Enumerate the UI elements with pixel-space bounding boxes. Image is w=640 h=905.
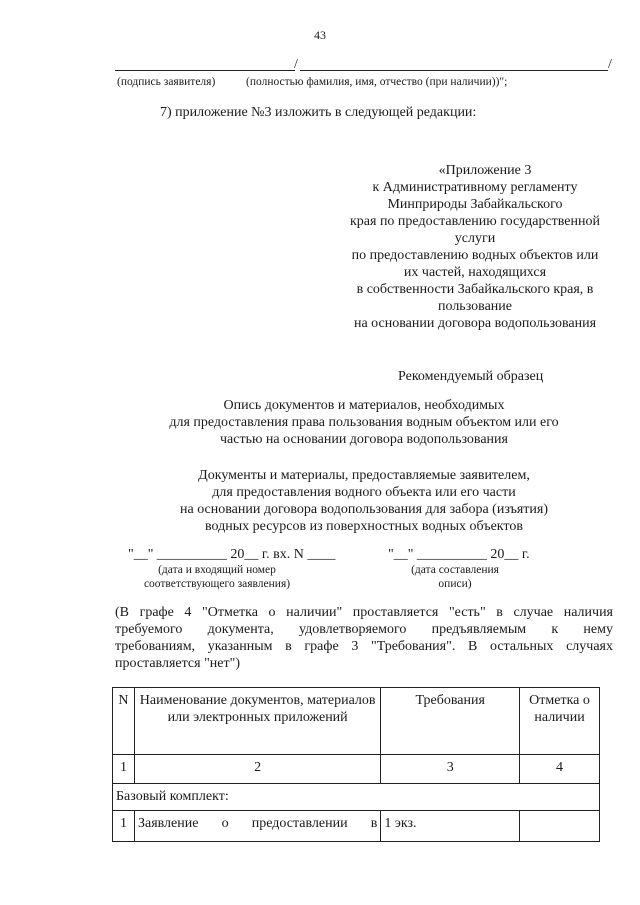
header-cell-number: N xyxy=(113,688,135,755)
signature-caption: (подпись заявителя) xyxy=(117,76,216,88)
table-row xyxy=(113,811,600,842)
inventory-date-caption-line: (дата составления xyxy=(411,564,499,576)
submitted-docs-title-line: на основании договора водопользования для забора (изъятия) xyxy=(179,502,548,517)
instruction-note-line: проставляется "нет") xyxy=(115,656,240,671)
numbering-cell: 3 xyxy=(381,755,520,784)
item-7: 7) приложение №3 изложить в следующей редакции: xyxy=(160,105,477,120)
inventory-title-line: Опись документов и материалов, необходимых xyxy=(223,398,505,413)
numbering-cell: 1 xyxy=(113,755,135,784)
table-row xyxy=(113,784,600,811)
row-number-cell: 1 xyxy=(113,811,135,842)
inventory-date-field: "__" __________ 20__ г. xyxy=(388,547,530,562)
appendix-header-line: по предоставлению водных объектов или xyxy=(351,248,599,263)
row-requirements-cell: 1 экз. xyxy=(381,811,520,842)
numbering-cell: 2 xyxy=(134,755,380,784)
inventory-title xyxy=(115,397,613,448)
application-date-caption-line: (дата и входящий номер xyxy=(158,564,276,576)
submitted-docs-title-line: водных ресурсов из поверхностных водных объектов xyxy=(205,519,523,534)
appendix-header-line: их частей, находящихся xyxy=(403,265,547,280)
signature-line xyxy=(115,70,295,71)
application-date-field: "__" __________ 20__ г. вх. N ____ xyxy=(128,547,336,562)
instruction-note-line: (В графе 4 "Отметка о наличии" проставляется "есть" в случае наличия xyxy=(115,605,613,620)
inventory-date-caption xyxy=(395,563,515,591)
appendix-header-line: в собственности Забайкальского края, в xyxy=(356,282,594,297)
signature-slash-right: / xyxy=(608,57,612,72)
appendix-header-line: края по предоставлению государственной xyxy=(349,214,600,229)
header-cell-document-name: Наименование документов, материалов или электронных приложений xyxy=(134,688,380,755)
full-name-caption: (полностью фамилия, имя, отчество (при наличии))"; xyxy=(246,76,508,88)
table-header-row xyxy=(113,688,600,755)
appendix-header-line: Минприроды Забайкальского xyxy=(387,197,563,212)
submitted-docs-title-line: для предоставления водного объекта или его части xyxy=(212,485,516,500)
instruction-note-line: требованиям, указанным в графе 3 "Требования". В остальных случаях xyxy=(115,639,613,654)
page-number: 43 xyxy=(314,28,326,42)
row-presence-cell xyxy=(520,811,600,842)
appendix-header-line: услуги xyxy=(454,231,496,246)
header-cell-presence-mark: Отметка о наличии xyxy=(520,688,600,755)
signature-slash-left: / xyxy=(294,57,298,72)
numbering-cell: 4 xyxy=(520,755,600,784)
recommended-sample: Рекомендуемый образец xyxy=(398,369,544,384)
application-date-caption xyxy=(122,563,312,591)
section-label-cell: Базовый комплект: xyxy=(113,784,600,811)
submitted-docs-title xyxy=(115,467,613,535)
appendix-header-line: к Административному регламенту xyxy=(372,180,578,195)
full-name-line xyxy=(300,70,608,71)
row-document-text: Заявление о предоставлении в xyxy=(137,816,378,831)
appendix-header-line: «Приложение 3 xyxy=(438,163,532,178)
instruction-note-line: требуемого документа, удовлетворяемого предъявляемым к нему xyxy=(115,622,613,637)
table-row xyxy=(113,755,600,784)
header-cell-requirements: Требования xyxy=(381,688,520,755)
appendix-header xyxy=(330,162,620,332)
documents-table xyxy=(112,687,600,842)
application-date-caption-line: соответствующего заявления) xyxy=(143,578,291,590)
row-document-cell xyxy=(134,811,380,842)
inventory-title-line: для предоставления права пользования водным объектом или его xyxy=(169,415,559,430)
appendix-header-line: на основании договора водопользования xyxy=(353,316,597,331)
inventory-title-line: частью на основании договора водопользования xyxy=(220,432,508,447)
inventory-date-caption-line: описи) xyxy=(438,578,472,590)
appendix-header-line: пользование xyxy=(438,299,512,314)
submitted-docs-title-line: Документы и материалы, предоставляемые заявителем, xyxy=(198,468,530,483)
instruction-note xyxy=(115,604,613,672)
